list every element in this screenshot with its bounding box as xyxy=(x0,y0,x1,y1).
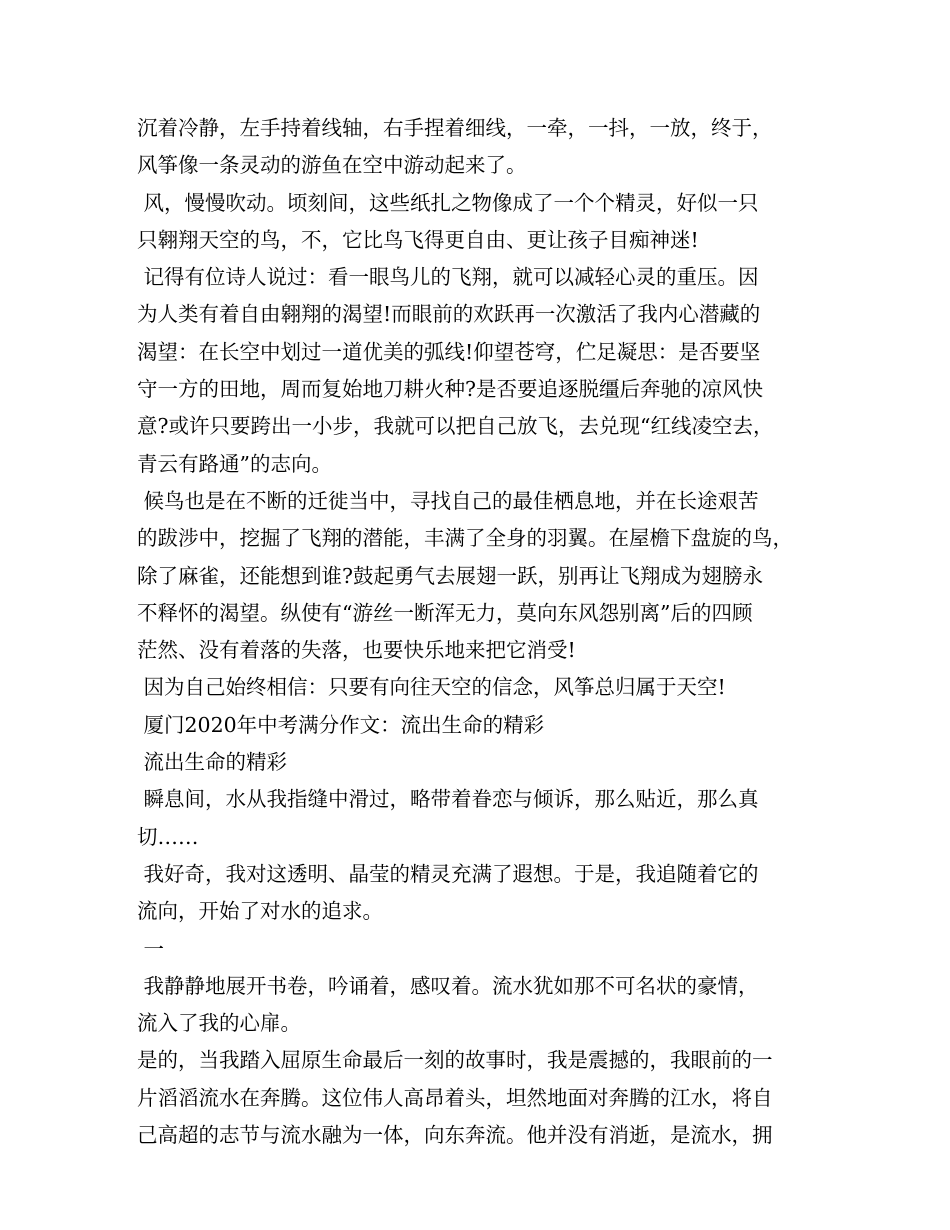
text-line: 不释怀的渴望。纵使有“游丝一断浑无力，莫向东风怨别离”后的四顾 xyxy=(137,600,753,625)
text-line: 片滔滔流水在奔腾。这位伟人高昂着头，坦然地面对奔腾的江水，将自 xyxy=(137,1085,773,1110)
text-line: 风，慢慢吹动。顷刻间，这些纸扎之物像成了一个个精灵，好似一只 xyxy=(137,190,759,215)
text-line: 渴望：在长空中划过一道优美的弧线!仰望苍穹，伫足凝思：是否要坚 xyxy=(137,339,761,364)
text-line: 青云有路通”的志向。 xyxy=(137,451,332,476)
text-line: 守一方的田地，周而复始地刀耕火种?是否要追逐脱缰后奔驰的凉风快 xyxy=(137,377,763,402)
text-line: 流向，开始了对水的追求。 xyxy=(137,899,383,924)
text-line: 沉着冷静，左手持着线轴，右手捏着细线，一牵，一抖，一放，终于， xyxy=(137,116,773,140)
text-line: 只翱翔天空的鸟，不，它比鸟飞得更自由、更让孩子目痴神迷! xyxy=(137,227,699,252)
essay-heading: 流出生命的精彩 xyxy=(137,750,288,775)
text-line: 我好奇，我对这透明、晶莹的精灵充满了遐想。于是，我追随着它的 xyxy=(137,861,759,886)
text-line: 是的，当我踏入屈原生命最后一刻的故事时，我是震撼的，我眼前的一 xyxy=(137,1048,773,1073)
section-number: 一 xyxy=(137,936,165,961)
essay-title-line: 厦门2020年中考满分作文：流出生命的精彩 xyxy=(137,712,545,737)
text-line: 除了麻雀，还能想到谁?鼓起勇气去展翅一跃，别再让飞翔成为翅膀永 xyxy=(137,563,763,588)
text-line: 意?或许只要跨出一小步，我就可以把自己放飞，去兑现“红线凌空去， xyxy=(137,414,774,439)
text-line: 记得有位诗人说过：看一眼鸟儿的飞翔，就可以减轻心灵的重压。因 xyxy=(137,265,759,290)
text-line: 的跋涉中，挖掘了飞翔的潜能，丰满了全身的羽翼。在屋檐下盘旋的鸟， xyxy=(137,526,793,551)
text-line: 我静静地展开书卷，吟诵着，感叹着。流水犹如那不可名状的豪情， xyxy=(137,973,759,998)
text-line: 因为自己始终相信：只要有向往天空的信念，风筝总归属于天空! xyxy=(137,675,726,700)
text-line: 茫然、没有着落的失落，也要快乐地来把它消受! xyxy=(137,638,576,663)
text-line: 候鸟也是在不断的迁徙当中，寻找自己的最佳栖息地，并在长途艰苦 xyxy=(137,488,759,513)
text-line: 流入了我的心扉。 xyxy=(137,1011,301,1036)
text-line: 切…… xyxy=(137,824,199,849)
text-line: 为人类有着自由翱翔的渴望!而眼前的欢跃再一次激活了我内心潜藏的 xyxy=(137,302,761,327)
text-line: 风筝像一条灵动的游鱼在空中游动起来了。 xyxy=(137,153,527,178)
text-line: 瞬息间，水从我指缝中滑过，略带着眷恋与倾诉，那么贴近，那么真 xyxy=(137,787,759,812)
essay-text xyxy=(137,110,837,1154)
text-line: 己高超的志节与流水融为一体，向东奔流。他并没有消逝，是流水，拥 xyxy=(137,1123,773,1148)
